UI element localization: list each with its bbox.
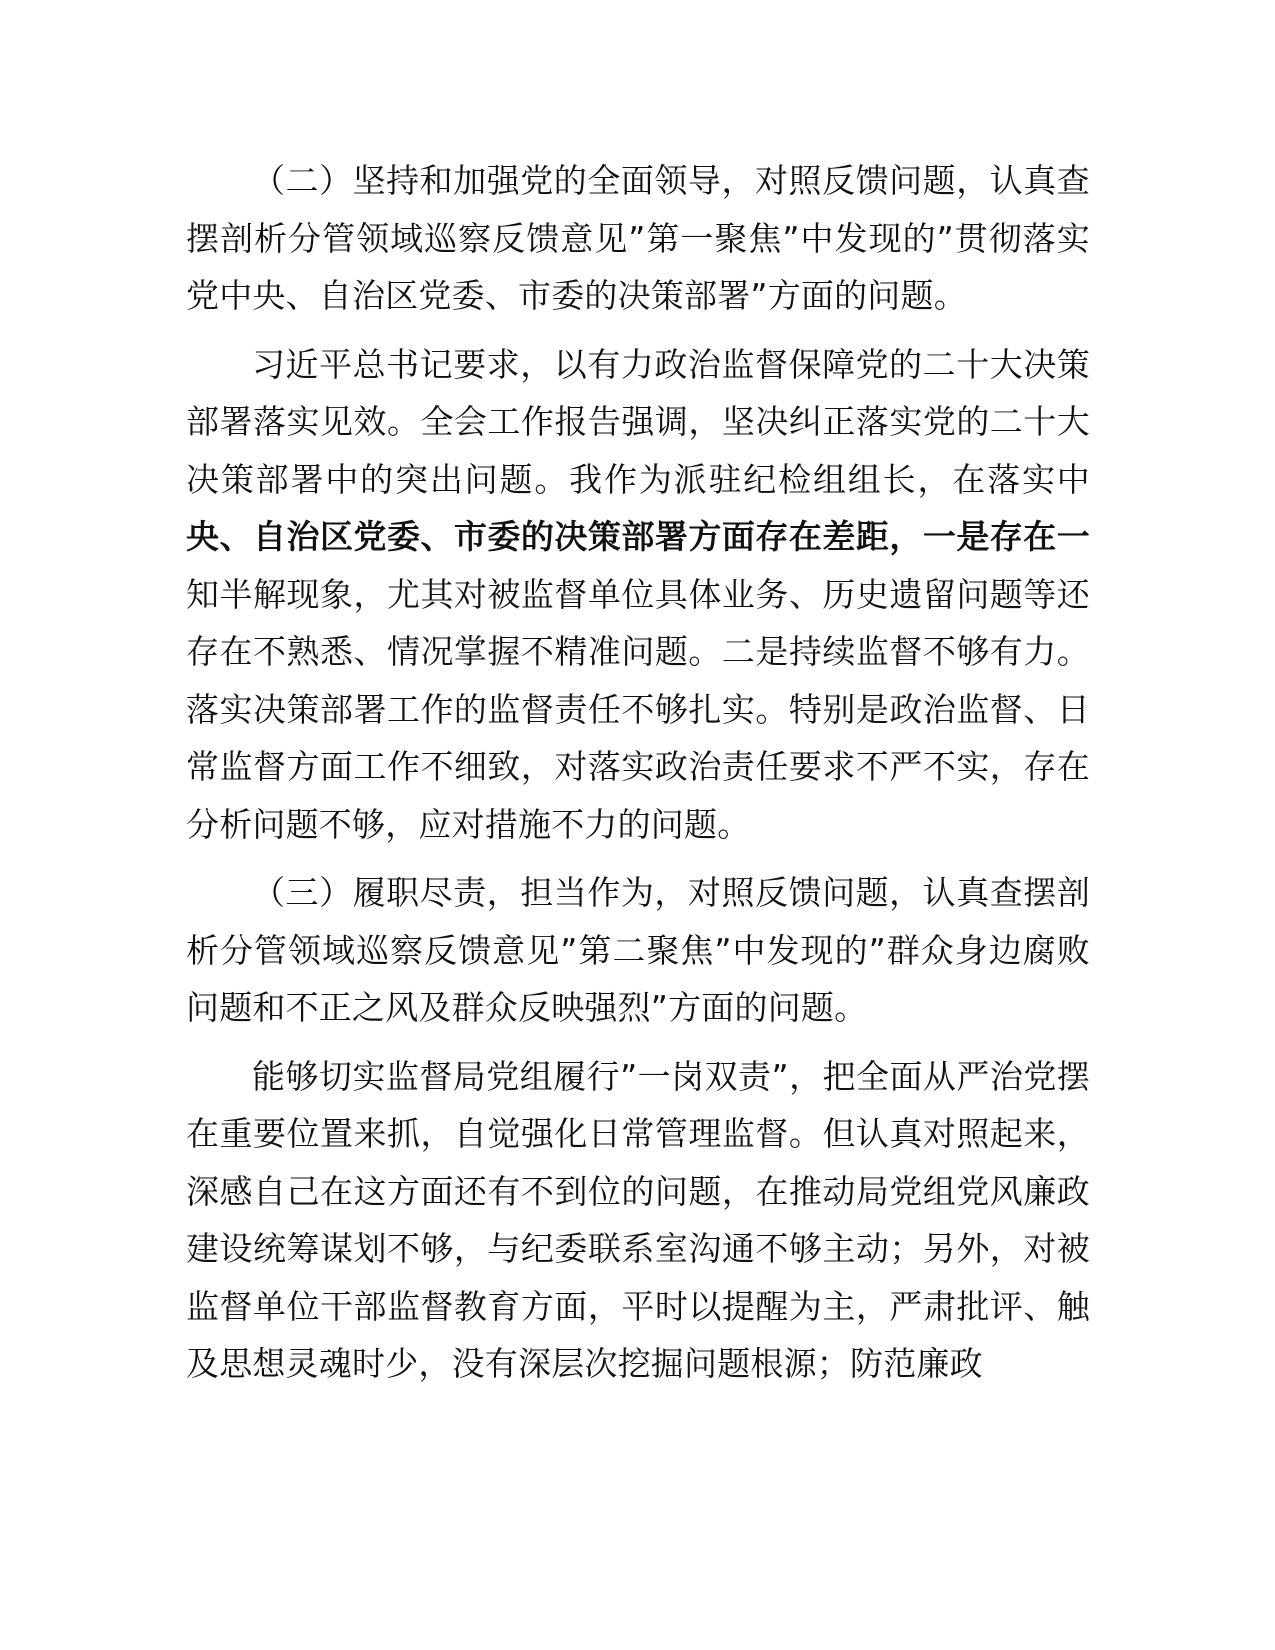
paragraph-section-three-body: 能够切实监督局党组履行”一岗双责”，把全面从严治党摆在重要位置来抓，自觉强化日常管理监督。但认真对照起来，深感自己在这方面还有不到位的问题，在推动局党组党风廉政建设统筹谋划不够，与纪委联系室沟通不够主动；另外，对被监督单位干部监督教育方面，平时以提醒为主，严肃批评、触及思想灵魂时少，没有深层次挖掘问题根源；防范廉政 <box>186 1056 1090 1383</box>
paragraph-section-two-body <box>186 336 1090 854</box>
paragraph-section-three-heading: （三）履职尽责，担当作为，对照反馈问题，认真查摆剖析分管领域巡察反馈意见”第二聚焦”中发现的”群众身边腐败问题和不正之风及群众反映强烈”方面的问题。 <box>186 873 1090 1027</box>
paragraph-text: 知半解现象，尤其对被监督单位具体业务、历史遗留问题等还存在不熟悉、情况掌握不精准问题。二是持续监督不够有力。落实决策部署工作的监督责任不够扎实。特别是政治监督、日常监督方面工作不细致，对落实政治责任要求不严不实，存在分析问题不够，应对措施不力的问题。 <box>186 574 1090 844</box>
document-body <box>186 152 1090 1393</box>
paragraph-bold-text: 央、自治区党委、市委的决策部署方面存在差距，一是存在一 <box>186 517 1090 556</box>
paragraph-section-two-heading: （二）坚持和加强党的全面领导，对照反馈问题，认真查摆剖析分管领域巡察反馈意见”第一聚焦”中发现的”贯彻落实党中央、自治区党委、市委的决策部署”方面的问题。 <box>186 161 1090 315</box>
paragraph-text: 习近平总书记要求，以有力政治监督保障党的二十大决策部署落实见效。全会工作报告强调，坚决纠正落实党的二十大决策部署中的突出问题。我作为派驻纪检组组长，在落实中 <box>186 344 1090 499</box>
